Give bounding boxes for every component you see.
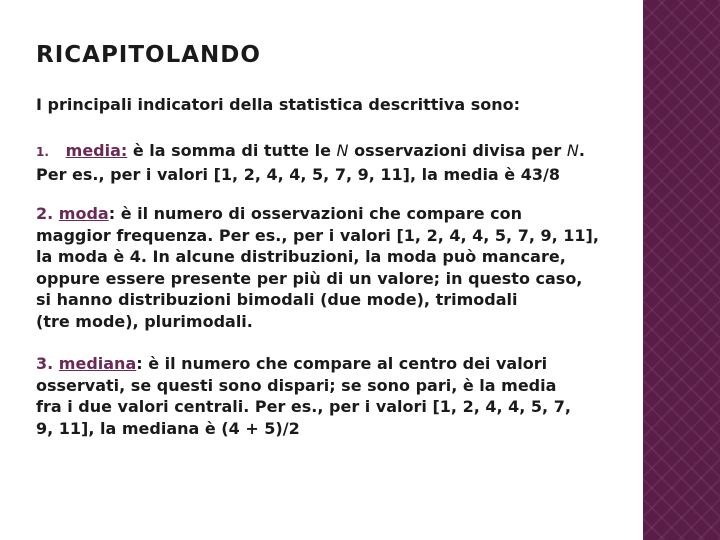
item-moda-line: (tre mode), plurimodali. bbox=[36, 311, 253, 331]
item-moda-line-1 bbox=[36, 203, 641, 225]
intro-text: I principali indicatori della statistica descrittiva sono: bbox=[36, 95, 520, 114]
item-moda-line: maggior frequenza. Per es., per i valori [1, 2, 4, 4, 5, 7, 9, 11], bbox=[36, 225, 599, 245]
item-number: 1. bbox=[36, 145, 49, 159]
decorative-side-panel bbox=[643, 0, 720, 540]
item-mediana bbox=[36, 353, 641, 439]
italic-n: N bbox=[336, 141, 349, 160]
item-moda bbox=[36, 203, 641, 332]
item-mediana-line: osservati, se questi sono dispari; se sono pari, è la media bbox=[36, 375, 557, 395]
item-moda-line: la moda è 4. In alcune distribuzioni, la moda può mancare, bbox=[36, 247, 566, 266]
text: : è il numero che compare al centro dei valori bbox=[136, 354, 548, 373]
term-media: media: bbox=[65, 141, 128, 160]
slide-title: RICAPITOLANDO bbox=[36, 42, 261, 68]
item-media-line-2: Per es., per i valori [1, 2, 4, 4, 5, 7, 9, 11], la media è 43/8 bbox=[36, 164, 560, 184]
text: è la somma di tutte le bbox=[127, 141, 337, 160]
item-mediana-line-1 bbox=[36, 353, 641, 375]
item-media-line-1 bbox=[36, 140, 641, 164]
term-moda: moda bbox=[58, 204, 109, 223]
item-moda-line: oppure essere presente per più di un valore; in questo caso, bbox=[36, 268, 583, 288]
text: . bbox=[578, 141, 585, 160]
item-mediana-line: 9, 11], la mediana è (4 + 5)/2 bbox=[36, 418, 300, 438]
item-number: 3. bbox=[36, 354, 54, 373]
text: : è il numero di osservazioni che compare con bbox=[108, 204, 523, 223]
item-number: 2. bbox=[36, 204, 54, 223]
text: osservazioni divisa per bbox=[348, 141, 567, 160]
item-moda-line: si hanno distribuzioni bimodali (due mode), trimodali bbox=[36, 290, 518, 309]
term-mediana: mediana bbox=[58, 354, 137, 373]
italic-n: N bbox=[566, 141, 579, 160]
item-mediana-line: fra i due valori centrali. Per es., per i valori [1, 2, 4, 4, 5, 7, bbox=[36, 397, 571, 416]
item-media bbox=[36, 140, 641, 185]
